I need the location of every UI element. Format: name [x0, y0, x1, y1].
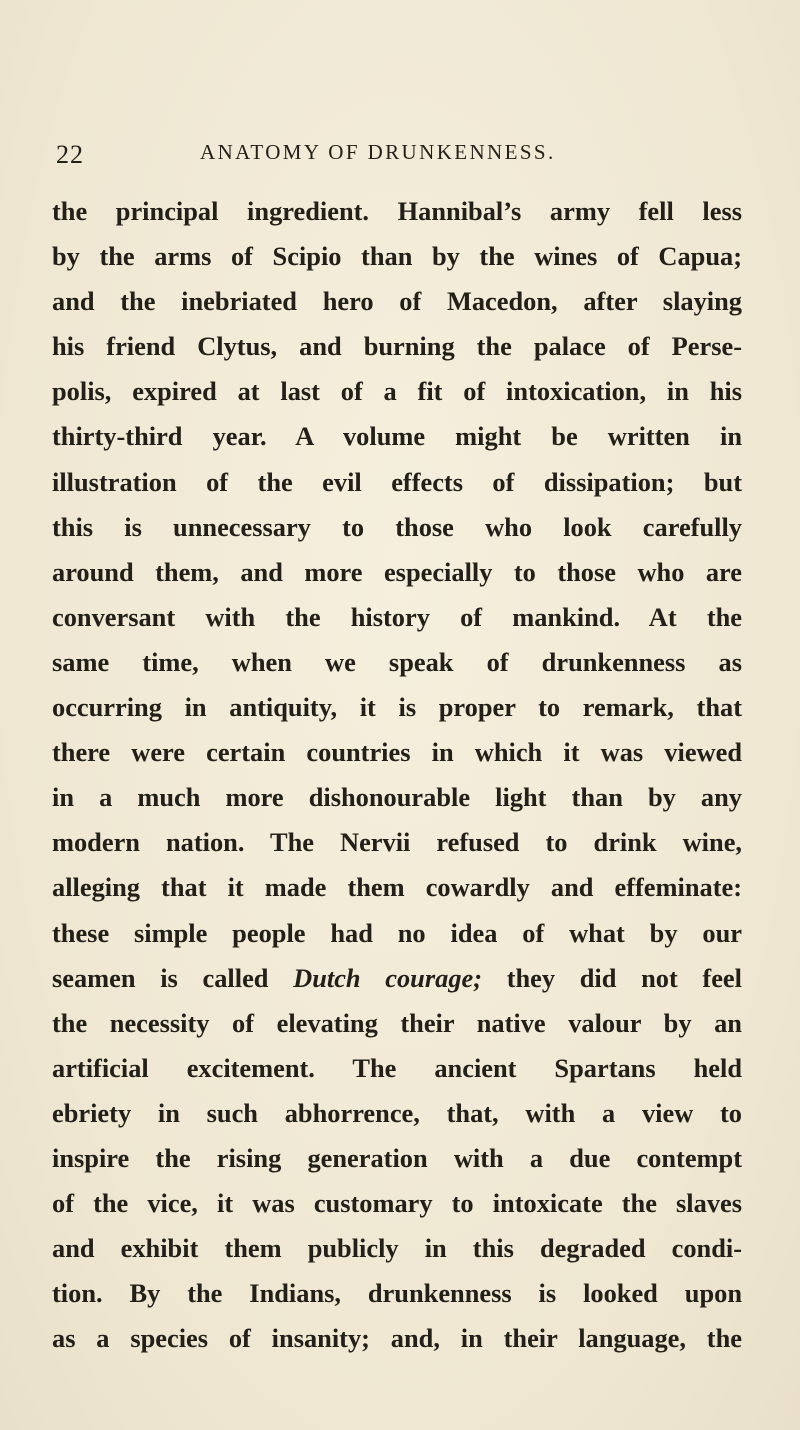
text-line: and exhibit them publicly in this degraded condi- — [52, 1233, 742, 1264]
text-line: occurring in antiquity, it is proper to remark, that — [52, 692, 742, 723]
page-header — [56, 140, 744, 176]
text-line: alleging that it made them cowardly and effeminate: — [52, 872, 742, 903]
text-line: polis, expired at last of a fit of intoxication, in his — [52, 376, 742, 407]
text-line: same time, when we speak of drunkenness as — [52, 646, 742, 677]
text-line: these simple people had no idea of what by our — [52, 917, 742, 948]
text-line: of the vice, it was customary to intoxicate the slaves — [52, 1188, 742, 1219]
text-line-with-italic — [52, 956, 742, 1001]
text-line: the principal ingredient. Hannibal’s army fell less — [52, 196, 742, 226]
text-line: illustration of the evil effects of dissipation; but — [52, 466, 742, 497]
text-fragment: seamen is called — [52, 962, 269, 993]
page-number: 22 — [56, 140, 84, 169]
text-line: tion. By the Indians, drunkenness is looked upon — [52, 1278, 742, 1309]
body-text — [52, 189, 742, 1361]
text-line: artificial excitement. The ancient Spartans held — [52, 1052, 742, 1083]
text-line: and the inebriated hero of Macedon, after slaying — [52, 286, 742, 317]
text-line: ebriety in such abhorrence, that, with a view to — [52, 1097, 742, 1128]
running-head: ANATOMY OF DRUNKENNESS. — [200, 140, 556, 164]
text-line: there were certain countries in which it was viewed — [52, 737, 742, 768]
italic-phrase: Dutch courage; — [293, 962, 483, 993]
text-line: modern nation. The Nervii refused to drink wine, — [52, 827, 742, 858]
text-fragment: they did not feel — [506, 962, 742, 993]
text-line: his friend Clytus, and burning the palace of Perse- — [52, 331, 742, 362]
text-line: as a species of insanity; and, in their language, the — [52, 1323, 742, 1354]
text-line: this is unnecessary to those who look carefully — [52, 511, 742, 542]
text-line: around them, and more especially to those who are — [52, 556, 742, 587]
text-line: in a much more dishonourable light than by any — [52, 782, 742, 813]
text-line: inspire the rising generation with a due contempt — [52, 1142, 742, 1173]
text-line: the necessity of elevating their native valour by an — [52, 1007, 742, 1038]
text-line: conversant with the history of mankind. At the — [52, 601, 742, 632]
text-line: by the arms of Scipio than by the wines of Capua; — [52, 241, 742, 272]
text-line: thirty-third year. A volume might be written in — [52, 421, 742, 452]
